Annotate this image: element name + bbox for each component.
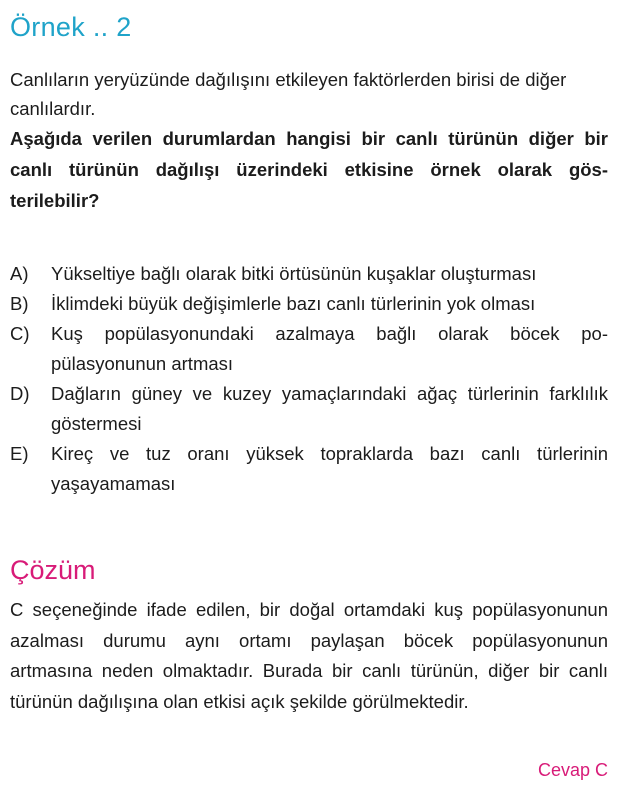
- solution-text: C seçeneğinde ifade edilen, bir doğal ortamdaki kuş popülasyonunun azalması durumu aynı ortamı paylaşan böcek popülasyonunun artmasına neden olmaktadır. Burada bir canlı türünün, diğer bir canlı türünün dağılışına olan etkisi açık şekilde görülmektedir.: [10, 599, 608, 712]
- answer-label: Cevap C: [537, 760, 608, 780]
- option-text: Kireç ve tuz oranı yüksek topraklarda bazı canlı türlerinin yaşayamaması: [51, 443, 608, 494]
- option-e: [10, 439, 608, 499]
- document-page: [10, 0, 608, 717]
- option-text: İklimdeki büyük değişimlerle bazı canlı türlerinin yok olması: [51, 293, 536, 314]
- option-text: Dağların güney ve kuzey yamaçlarındaki ağaç türlerinin farklılık göstermesi: [51, 383, 608, 434]
- solution-heading: Çözüm: [10, 555, 96, 585]
- option-d: [10, 379, 608, 439]
- example-question: Aşağıda verilen durumlardan hangisi bir canlı türünün diğer bir canlı türünün dağılışı üzerindeki etkisine örnek olarak gösterilebilir?: [10, 128, 608, 211]
- option-text: Kuş popülasyonundaki azalmaya bağlı olarak böcek popülasyonunun artması: [51, 323, 608, 374]
- option-a: [10, 259, 608, 289]
- option-b: [10, 289, 608, 319]
- example-heading: Örnek .. 2: [10, 12, 132, 42]
- option-letter: D): [10, 383, 30, 404]
- option-text: Yükseltiye bağlı olarak bitki örtüsünün kuşaklar oluşturması: [51, 263, 537, 284]
- option-letter: E): [10, 443, 29, 464]
- example-intro: Canlıların yeryüzünde dağılışını etkileyen faktörlerden birisi de diğer canlılardır.: [10, 69, 567, 119]
- option-letter: C): [10, 323, 30, 344]
- option-c: [10, 319, 608, 379]
- option-letter: B): [10, 293, 29, 314]
- answer-options: [10, 259, 608, 499]
- option-letter: A): [10, 263, 29, 284]
